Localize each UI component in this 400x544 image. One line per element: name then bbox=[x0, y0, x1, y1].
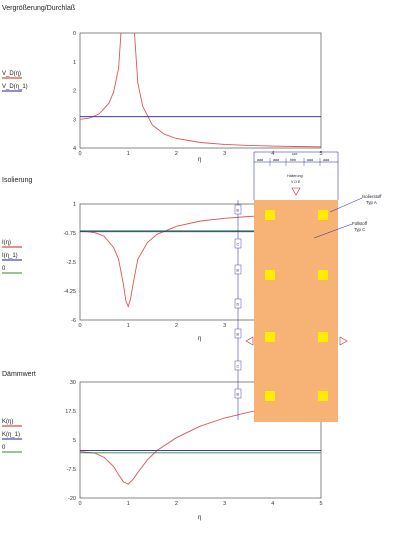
panel-title-daemmwert: Dämmwert bbox=[2, 371, 36, 378]
series-line bbox=[80, 0, 321, 147]
y-tick-label: 0 bbox=[72, 31, 76, 37]
x-tick-label: 2 bbox=[174, 151, 178, 157]
x-tick-label: 4 bbox=[271, 501, 275, 507]
top-label-2: aaa bbox=[273, 158, 279, 162]
ylabels-vergroesserung bbox=[2, 71, 28, 91]
xlabel-isolierung: η bbox=[198, 336, 202, 342]
marker-square bbox=[265, 270, 275, 280]
x-tick-label: 1 bbox=[126, 323, 130, 329]
side-label: B bbox=[236, 208, 239, 213]
marker-square bbox=[265, 210, 275, 220]
x-tick-label: 0 bbox=[78, 323, 82, 329]
marker-square bbox=[318, 391, 328, 401]
side-label: C bbox=[236, 242, 240, 247]
top-label-5: aaa bbox=[323, 158, 329, 162]
top-label-3: bbb bbox=[290, 158, 296, 162]
side-label: D bbox=[236, 302, 240, 307]
y-axis-label: 0 bbox=[2, 445, 6, 451]
y-tick-label: -0.75 bbox=[63, 231, 76, 237]
side-arrow-left-icon bbox=[246, 337, 253, 345]
y-tick-label: 30 bbox=[69, 380, 76, 386]
marker-square bbox=[265, 332, 275, 342]
top-label-4: aaa bbox=[307, 158, 313, 162]
label-isolierstoff-typ: Typ A bbox=[366, 200, 377, 205]
load-arrow-icon bbox=[292, 188, 300, 195]
insulation-body bbox=[254, 200, 338, 422]
y-tick-label: -7.5 bbox=[66, 467, 76, 473]
construction-overlay bbox=[235, 152, 382, 422]
y-tick-label: -6 bbox=[71, 318, 76, 324]
xlabel-daemmwert: η bbox=[198, 515, 202, 521]
plot-frame-vergroesserung bbox=[80, 33, 321, 148]
y-axis-label: V_D(η_1) bbox=[2, 84, 28, 90]
y-tick-label: 3 bbox=[72, 117, 76, 124]
side-label: C bbox=[236, 364, 240, 369]
x-tick-label: 3 bbox=[223, 151, 227, 157]
top-label-1: aaa bbox=[257, 158, 263, 162]
panel-vergroesserung bbox=[2, 0, 323, 163]
label-isolierstoff: Isolierstoff bbox=[362, 194, 382, 199]
x-tick-label: 1 bbox=[126, 151, 130, 157]
y-tick-label: 1 bbox=[72, 59, 76, 66]
x-tick-label: 5 bbox=[319, 501, 323, 507]
y-axis-label: I(η_1) bbox=[2, 253, 18, 259]
marker-square bbox=[318, 270, 328, 280]
marker-square bbox=[318, 210, 328, 220]
x-tick-label: 4 bbox=[271, 151, 275, 157]
y-tick-label: 4 bbox=[72, 146, 76, 152]
label-fuellstoff-typ: Typ C bbox=[354, 227, 366, 232]
loading-sub-label: V D E bbox=[291, 180, 301, 184]
dimension-label: ccc bbox=[292, 152, 298, 156]
x-tick-label: 0 bbox=[78, 501, 82, 507]
y-axis-label: I(η) bbox=[2, 240, 11, 246]
loading-label: Halterung bbox=[287, 174, 303, 178]
marker-square bbox=[265, 391, 275, 401]
x-tick-label: 5 bbox=[319, 151, 323, 157]
x-tick-label: 0 bbox=[78, 151, 82, 157]
x-tick-label: 2 bbox=[174, 501, 178, 507]
ylabels-daemmwert bbox=[2, 419, 22, 452]
side-label: B bbox=[236, 268, 239, 273]
y-axis-label: V_D(η) bbox=[2, 71, 22, 77]
xlabel-vergroesserung: η bbox=[198, 157, 202, 163]
y-tick-label: -20 bbox=[68, 496, 76, 502]
y-tick-label: 17.5 bbox=[65, 409, 76, 415]
y-tick-label: 1 bbox=[72, 202, 76, 208]
x-tick-label: 3 bbox=[223, 501, 227, 507]
y-axis-label: K(η) bbox=[2, 419, 14, 425]
label-fuellstoff: Füllstoff bbox=[352, 221, 367, 226]
side-label: B bbox=[236, 392, 239, 397]
y-tick-label: 2 bbox=[72, 88, 76, 95]
x-tick-label: 3 bbox=[223, 323, 227, 329]
marker-square bbox=[318, 332, 328, 342]
side-arrow-right-icon bbox=[340, 337, 347, 345]
y-axis-label: 0 bbox=[2, 266, 6, 272]
tick-labels-vergroesserung bbox=[73, 31, 323, 157]
y-tick-label: -4.25 bbox=[63, 289, 76, 295]
y-tick-label: 5 bbox=[72, 438, 76, 444]
y-axis-label: K(η_1) bbox=[2, 432, 21, 438]
ylabels-isolierung bbox=[2, 240, 22, 273]
y-tick-label: -2.5 bbox=[66, 260, 76, 266]
series-lines-vergroesserung bbox=[80, 0, 321, 147]
panel-title-vergroesserung: Vergrößerung/Durchlaß bbox=[2, 5, 76, 12]
side-label: B bbox=[236, 332, 239, 337]
x-tick-label: 2 bbox=[174, 323, 178, 329]
x-tick-label: 1 bbox=[126, 501, 130, 507]
panel-title-isolierung: Isolierung bbox=[2, 177, 33, 184]
